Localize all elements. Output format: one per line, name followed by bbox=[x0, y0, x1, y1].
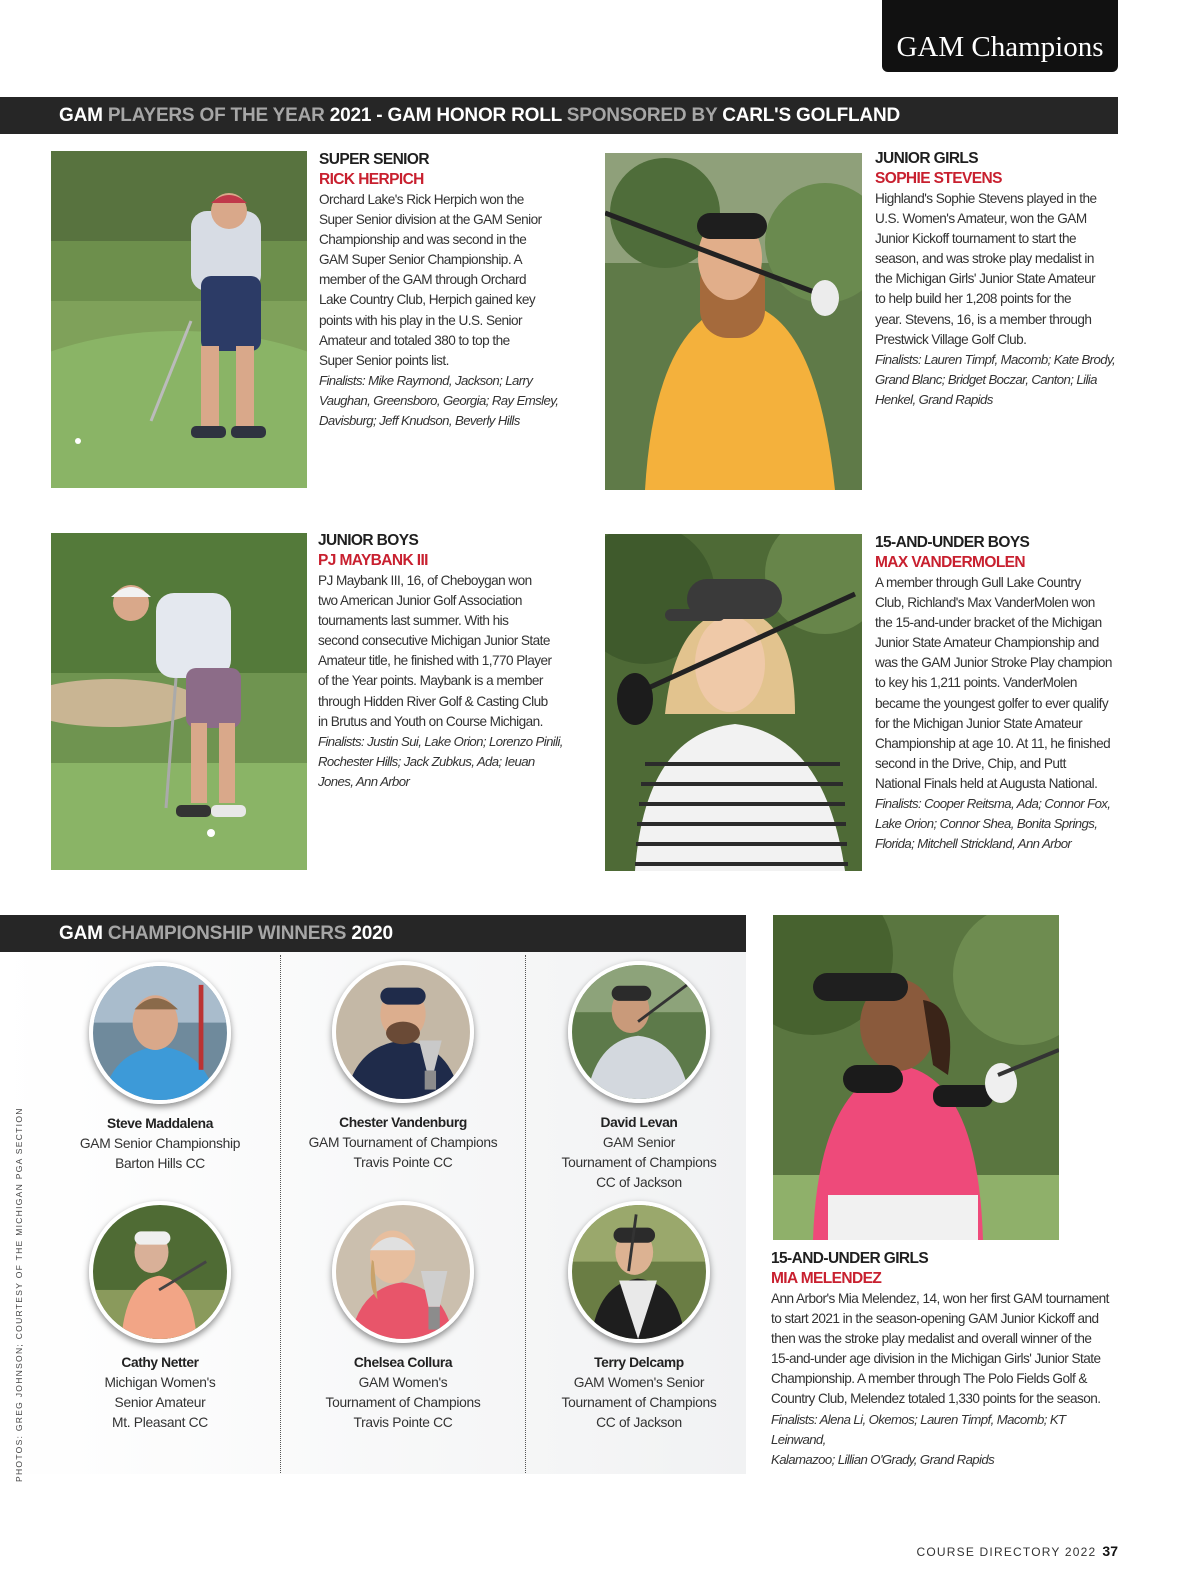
winner-event: GAM Women's bbox=[358, 1375, 448, 1390]
winner-terry-delcamp bbox=[524, 1201, 754, 1433]
winner-name: David Levan bbox=[600, 1115, 678, 1130]
publication-name: COURSE DIRECTORY 2022 bbox=[916, 1545, 1097, 1559]
column-divider bbox=[280, 955, 281, 1473]
winner-event-line-2: Senior Amateur bbox=[114, 1395, 206, 1410]
finalists-list: Finalists: Alena Li, Okemos; Lauren Timpf, Macomb; KT Leinwand, Kalamazoo; Lillian O'Grady, Grand Rapids bbox=[771, 1411, 1066, 1467]
winner-event: GAM Senior bbox=[602, 1135, 676, 1150]
page-footer bbox=[916, 1543, 1118, 1559]
winner-photo bbox=[568, 1201, 710, 1343]
player-name: MIA MELENDEZ bbox=[771, 1270, 882, 1287]
winner-name: Steve Maddalena bbox=[107, 1116, 213, 1131]
winner-cathy-netter bbox=[45, 1201, 275, 1433]
header-honor-roll: 2021 - GAM HONOR ROLL bbox=[329, 104, 567, 126]
photo-pj-maybank bbox=[51, 533, 307, 870]
winner-club: Barton Hills CC bbox=[115, 1156, 205, 1171]
header-gam: GAM bbox=[59, 104, 108, 126]
winner-photo bbox=[568, 961, 710, 1103]
player-name: RICK HERPICH bbox=[319, 171, 424, 188]
header-year: 2020 bbox=[351, 922, 393, 944]
category-label: SUPER SENIOR bbox=[319, 151, 429, 168]
player-description: PJ Maybank III, 16, of Cheboygan won two American Junior Golf Association tournaments last summer. With his second consecutive Michigan Junior State Amateur title, he finished with 1,770 Player of the Year points. Maybank is a member through Hidden River Golf & Casting Club in Brutus and Youth on Course Michigan. bbox=[318, 573, 552, 729]
header-championship-winners: CHAMPIONSHIP WINNERS bbox=[107, 922, 352, 944]
players-of-the-year-header bbox=[0, 97, 1118, 134]
category-label: 15-AND-UNDER BOYS bbox=[875, 534, 1030, 551]
winner-club: Travis Pointe CC bbox=[353, 1415, 453, 1430]
header-gam: GAM bbox=[59, 922, 108, 944]
player-entry-junior-girls bbox=[875, 149, 1120, 410]
winner-event: GAM Tournament of Champions bbox=[308, 1135, 498, 1150]
photo-sophie-stevens bbox=[605, 153, 862, 490]
player-name: SOPHIE STEVENS bbox=[875, 170, 1002, 187]
finalists-list: Finalists: Mike Raymond, Jackson; Larry Vaughan, Greensboro, Georgia; Ray Emsley, Davisburg; Jeff Knudson, Beverly Hills bbox=[319, 372, 559, 429]
player-entry-junior-boys bbox=[318, 531, 568, 792]
winner-david-levan bbox=[524, 961, 754, 1193]
finalists-list: Finalists: Justin Sui, Lake Orion; Lorenzo Pinili, Rochester Hills; Jack Zubkus, Ada; Ieuan Jones, Ann Arbor bbox=[318, 733, 563, 789]
championship-winners-header bbox=[0, 915, 746, 952]
player-description: Highland's Sophie Stevens played in the U.S. Women's Amateur, won the GAM Junior Kickoff tournament to start the season, and was stroke play medalist in the Michigan Girls' Junior State Amateur to help build her 1,208 points for the year. Stevens, 16, is a member through Prestwick Village Golf Club. bbox=[875, 191, 1097, 347]
winner-photo bbox=[89, 962, 231, 1104]
winner-event-line-2: Tournament of Champions bbox=[561, 1395, 717, 1410]
photo-max-vandermolen bbox=[605, 534, 862, 871]
player-description: A member through Gull Lake Country Club, Richland's Max VanderMolen won the 15-and-under bracket of the Michigan Junior State Amateur Championship and was the GAM Junior Stroke Play champion to key his 1,211 points. VanderMolen became the youngest golfer to ever qualify for the Michigan Junior State Amateur Championship at age 10. At 11, he finished second in the Drive, Chip, and Putt National Finals held at Augusta National. bbox=[875, 575, 1112, 791]
winner-chester-vandenburg bbox=[288, 961, 518, 1173]
winner-event-line-2: Tournament of Champions bbox=[561, 1155, 717, 1170]
header-sponsored-by: SPONSORED BY bbox=[566, 104, 723, 126]
winner-name: Chester Vandenburg bbox=[339, 1115, 467, 1130]
category-label: JUNIOR GIRLS bbox=[875, 150, 979, 167]
player-description: Ann Arbor's Mia Melendez, 14, won her first GAM tournament to start 2021 in the season-opening GAM Junior Kickoff and then was the stroke play medalist and overall winner of the 15-and-under age division in the Michigan Girls' Junior State Championship. A member through The Polo Fields Golf & Country Club, Melendez totaled 1,330 points for the season. bbox=[771, 1291, 1109, 1407]
winner-name: Cathy Netter bbox=[121, 1355, 199, 1370]
category-label: JUNIOR BOYS bbox=[318, 532, 419, 549]
photo-rick-herpich bbox=[51, 151, 307, 488]
player-entry-15-and-under-girls bbox=[771, 1249, 1121, 1470]
winner-event-line-2: Tournament of Champions bbox=[325, 1395, 481, 1410]
winner-club: Mt. Pleasant CC bbox=[112, 1415, 208, 1430]
winner-photo bbox=[332, 961, 474, 1103]
winner-club: CC of Jackson bbox=[596, 1175, 682, 1190]
player-entry-super-senior bbox=[319, 150, 559, 431]
page-number: 37 bbox=[1102, 1543, 1118, 1559]
finalists-list: Finalists: Lauren Timpf, Macomb; Kate Brody, Grand Blanc; Bridget Boczar, Canton; Lilia Henkel, Grand Rapids bbox=[875, 351, 1116, 407]
player-entry-15-and-under-boys bbox=[875, 533, 1125, 854]
winner-name: Terry Delcamp bbox=[594, 1355, 684, 1370]
finalists-list: Finalists: Cooper Reitsma, Ada; Connor Fox, Lake Orion; Connor Shea, Bonita Springs, Florida; Mitchell Strickland, Ann Arbor bbox=[875, 796, 1111, 852]
winner-steve-maddalena bbox=[45, 962, 275, 1174]
winner-photo bbox=[332, 1201, 474, 1343]
player-name: MAX VANDERMOLEN bbox=[875, 554, 1026, 571]
winner-photo bbox=[89, 1201, 231, 1343]
photo-credit: PHOTOS: GREG JOHNSON; COURTESY OF THE MICHIGAN PGA SECTION bbox=[14, 1107, 24, 1482]
winner-name: Chelsea Collura bbox=[353, 1355, 453, 1370]
player-description: Orchard Lake's Rick Herpich won the Super Senior division at the GAM Senior Championship and was second in the GAM Super Senior Championship. A member of the GAM through Orchard Lake Country Club, Herpich gained key points with his play in the U.S. Senior Amateur and totaled 380 to top the Super Senior points list. bbox=[319, 192, 542, 368]
winner-club: CC of Jackson bbox=[596, 1415, 682, 1430]
winner-chelsea-collura bbox=[288, 1201, 518, 1433]
winner-event: Michigan Women's bbox=[104, 1375, 216, 1390]
category-label: 15-AND-UNDER GIRLS bbox=[771, 1250, 929, 1267]
section-tab: GAM Champions bbox=[882, 0, 1118, 72]
photo-mia-melendez bbox=[773, 915, 1059, 1240]
winner-club: Travis Pointe CC bbox=[353, 1155, 453, 1170]
player-name: PJ MAYBANK III bbox=[318, 552, 428, 569]
winner-event: GAM Women's Senior bbox=[573, 1375, 705, 1390]
header-sponsor: CARL'S GOLFLAND bbox=[722, 104, 900, 126]
header-players-of-the-year: PLAYERS OF THE YEAR bbox=[107, 104, 330, 126]
winner-event: GAM Senior Championship bbox=[79, 1136, 241, 1151]
